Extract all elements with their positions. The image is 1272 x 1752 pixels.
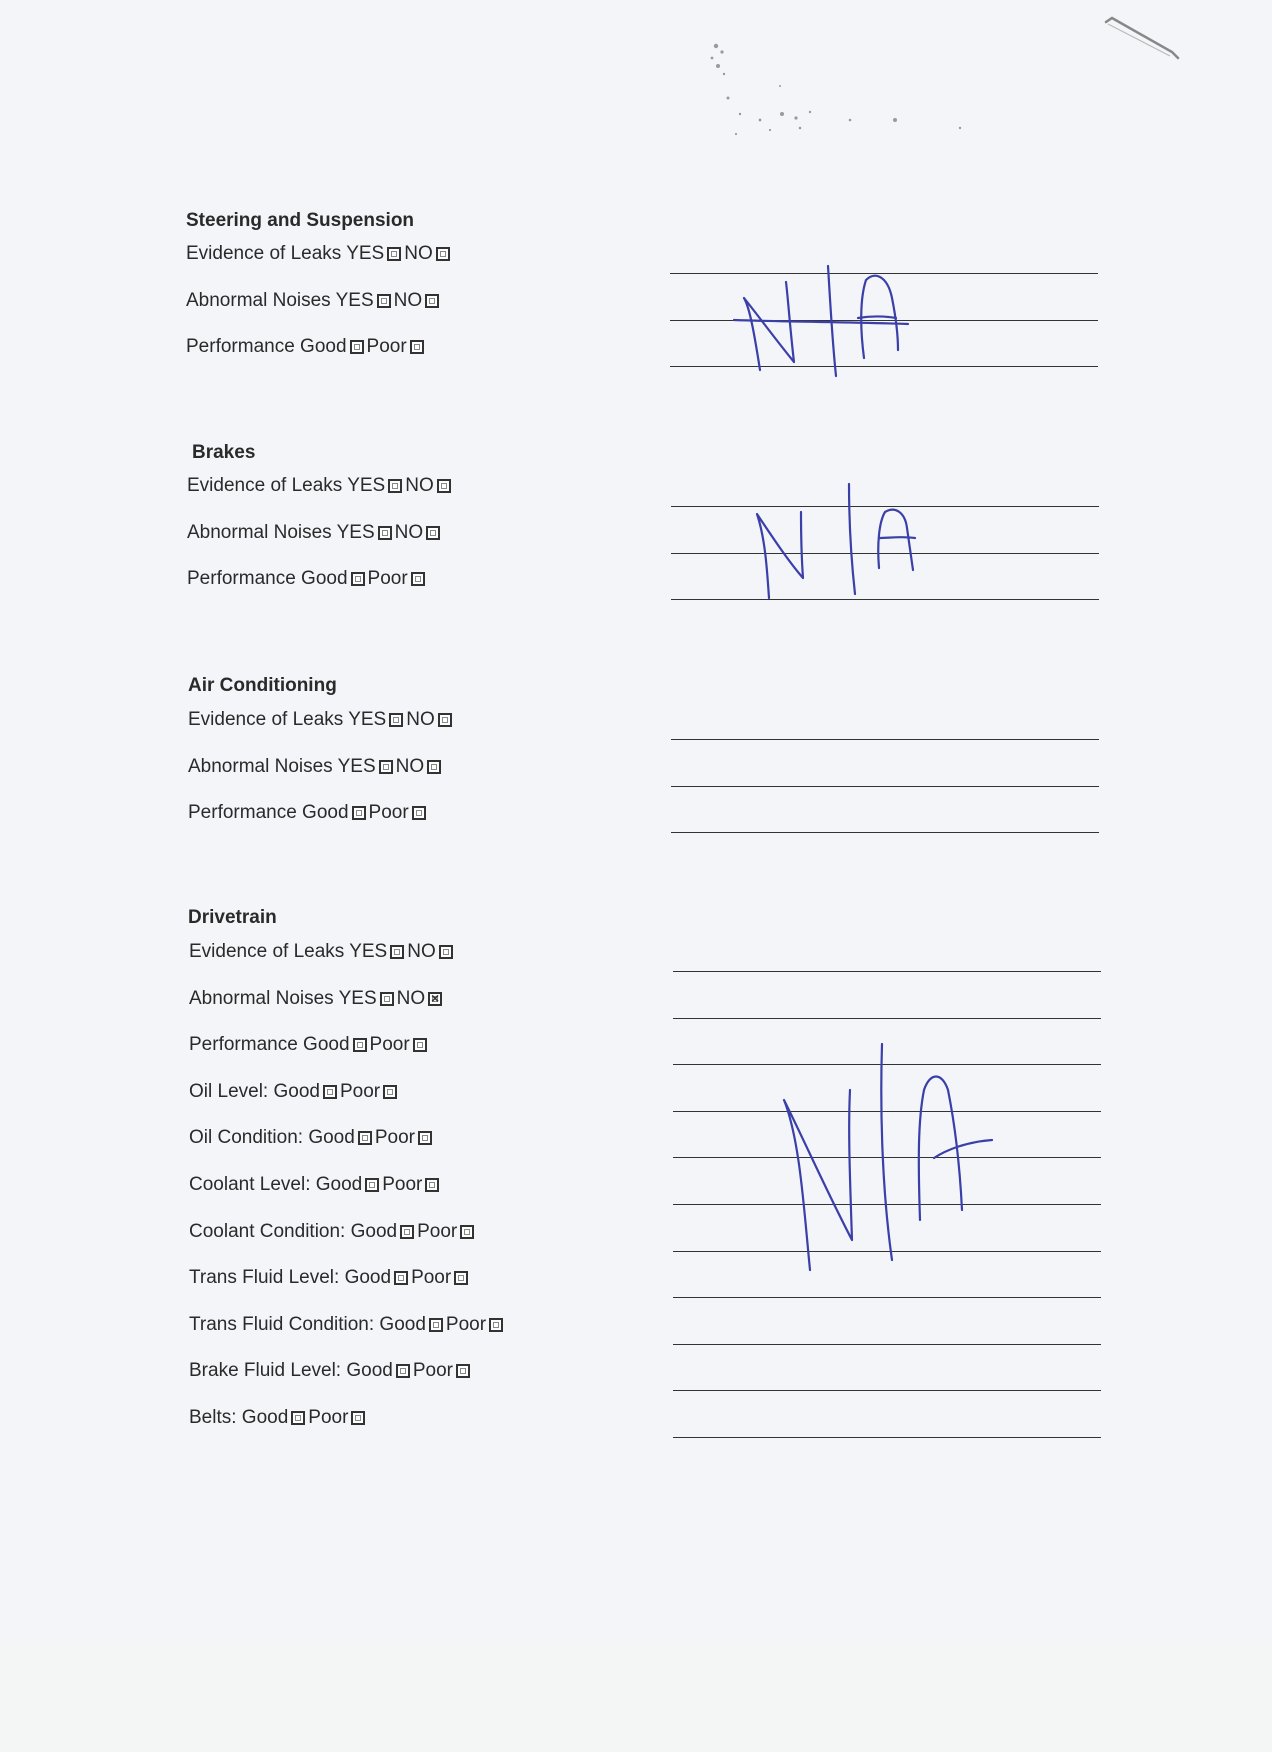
comment-line[interactable] (673, 1344, 1101, 1345)
field-label: Trans Fluid Condition: Good (189, 1313, 426, 1335)
field-row (189, 1358, 473, 1384)
field-label: Abnormal Noises YES (188, 755, 376, 777)
checkbox[interactable] (411, 572, 425, 586)
checkbox[interactable] (351, 1411, 365, 1425)
checkbox[interactable] (412, 806, 426, 820)
checkbox[interactable] (425, 1178, 439, 1192)
section-heading: Steering and Suspension (186, 210, 415, 231)
comment-line[interactable] (673, 1297, 1101, 1298)
field-row (187, 566, 428, 592)
field-row (189, 986, 445, 1012)
paper-specks (700, 30, 980, 140)
field-label: Poor (368, 802, 409, 824)
checkbox[interactable] (429, 1318, 443, 1332)
field-row (189, 1312, 506, 1338)
field-label: NO (394, 521, 424, 543)
field-label: Poor (382, 1174, 423, 1195)
field-label: Coolant Condition: Good (189, 1220, 398, 1242)
section-heading: Drivetrain (188, 907, 277, 928)
checkbox[interactable] (352, 806, 366, 820)
field-row (186, 334, 427, 360)
comment-line[interactable] (673, 1390, 1101, 1391)
field-label: Poor (366, 336, 407, 358)
field-row (189, 939, 456, 965)
field-label: Brake Fluid Level: Good (189, 1360, 393, 1382)
handwritten-na-drivetrain (770, 1030, 1000, 1280)
field-row (189, 1079, 400, 1105)
field-row (189, 1172, 442, 1198)
checkbox[interactable] (454, 1271, 468, 1285)
field-row (188, 800, 429, 826)
field-label: Evidence of Leaks YES (186, 243, 385, 264)
field-label: Performance Good (189, 1034, 350, 1056)
checkbox[interactable] (394, 1271, 408, 1285)
page-bottom-margin (0, 1640, 1272, 1752)
field-label: NO (396, 987, 426, 1009)
comment-line[interactable] (673, 971, 1101, 972)
checkbox[interactable] (358, 1131, 372, 1145)
field-label: Poor (367, 568, 408, 590)
field-label: Poor (369, 1034, 410, 1056)
checkbox[interactable] (438, 713, 452, 727)
checkbox[interactable] (489, 1318, 503, 1332)
field-label: Poor (374, 1127, 415, 1149)
field-label: Performance Good (188, 802, 349, 824)
checkbox[interactable] (456, 1364, 470, 1378)
staple-icon (1102, 14, 1182, 66)
checkbox[interactable] (378, 526, 392, 540)
checkbox[interactable] (323, 1085, 337, 1099)
checkbox[interactable] (383, 1085, 397, 1099)
checkbox[interactable] (377, 294, 391, 308)
field-row (189, 1032, 430, 1058)
field-row (189, 1405, 368, 1431)
field-label: Abnormal Noises YES (189, 987, 377, 1009)
field-label: NO (406, 709, 435, 730)
field-label: NO (393, 289, 423, 311)
checkbox[interactable] (291, 1411, 305, 1425)
field-label: Trans Fluid Level: Good (189, 1267, 392, 1289)
checkbox[interactable] (351, 572, 365, 586)
field-label: Performance Good (187, 568, 348, 590)
field-row (187, 473, 454, 499)
field-row (188, 754, 444, 780)
handwritten-na-brakes (745, 478, 925, 608)
checkbox[interactable] (413, 1038, 427, 1052)
field-row (188, 707, 455, 733)
section-heading: Air Conditioning (188, 675, 337, 696)
checkbox[interactable] (387, 247, 401, 261)
field-row (189, 1219, 477, 1245)
comment-line[interactable] (673, 1018, 1101, 1019)
checkbox[interactable] (400, 1225, 414, 1239)
field-label: NO (395, 755, 425, 777)
field-label: Coolant Level: Good (189, 1174, 363, 1195)
checkbox[interactable] (388, 479, 402, 493)
field-label: Poor (445, 1313, 487, 1335)
checkbox[interactable] (410, 340, 424, 354)
checkbox[interactable] (439, 945, 453, 959)
checkbox[interactable] (436, 247, 450, 261)
field-label: Poor (308, 1407, 349, 1428)
comment-line[interactable] (673, 1437, 1101, 1438)
checkbox[interactable] (425, 294, 439, 308)
comment-line[interactable] (671, 739, 1099, 740)
comment-line[interactable] (671, 832, 1099, 833)
handwritten-na-steering (730, 258, 910, 378)
field-label: Evidence of Leaks YES (189, 941, 388, 962)
field-label: Abnormal Noises YES (186, 289, 374, 311)
field-row (187, 520, 443, 546)
field-label: Belts: Good (189, 1407, 289, 1428)
checkbox[interactable] (460, 1225, 474, 1239)
field-label: Poor (412, 1360, 453, 1382)
checkbox[interactable] (353, 1038, 367, 1052)
checkbox[interactable] (426, 526, 440, 540)
field-label: Poor (411, 1267, 452, 1289)
field-row (189, 1265, 471, 1291)
checkbox[interactable] (437, 479, 451, 493)
checkbox[interactable] (396, 1364, 410, 1378)
checkbox[interactable] (350, 340, 364, 354)
field-row (189, 1125, 435, 1151)
field-label: Evidence of Leaks YES (188, 709, 387, 730)
checkbox[interactable] (380, 992, 394, 1006)
checkbox[interactable] (389, 713, 403, 727)
field-label: Oil Condition: Good (189, 1127, 355, 1149)
field-label: NO (405, 475, 434, 496)
field-label: Abnormal Noises YES (187, 521, 375, 543)
field-row (186, 288, 442, 314)
section-heading: Brakes (192, 442, 256, 463)
field-label: Performance Good (186, 336, 347, 358)
checkbox[interactable] (390, 945, 404, 959)
field-row (186, 241, 453, 267)
field-label: Evidence of Leaks YES (187, 475, 386, 496)
checkbox[interactable] (365, 1178, 379, 1192)
field-label: Poor (339, 1080, 381, 1102)
checkbox[interactable] (418, 1131, 432, 1145)
field-label: Oil Level: Good (189, 1080, 320, 1102)
field-label: NO (404, 243, 433, 264)
field-label: NO (407, 941, 436, 962)
checkbox-checked[interactable] (428, 992, 442, 1006)
checkbox[interactable] (427, 760, 441, 774)
checkbox[interactable] (379, 760, 393, 774)
field-label: Poor (417, 1220, 458, 1242)
comment-line[interactable] (671, 786, 1099, 787)
